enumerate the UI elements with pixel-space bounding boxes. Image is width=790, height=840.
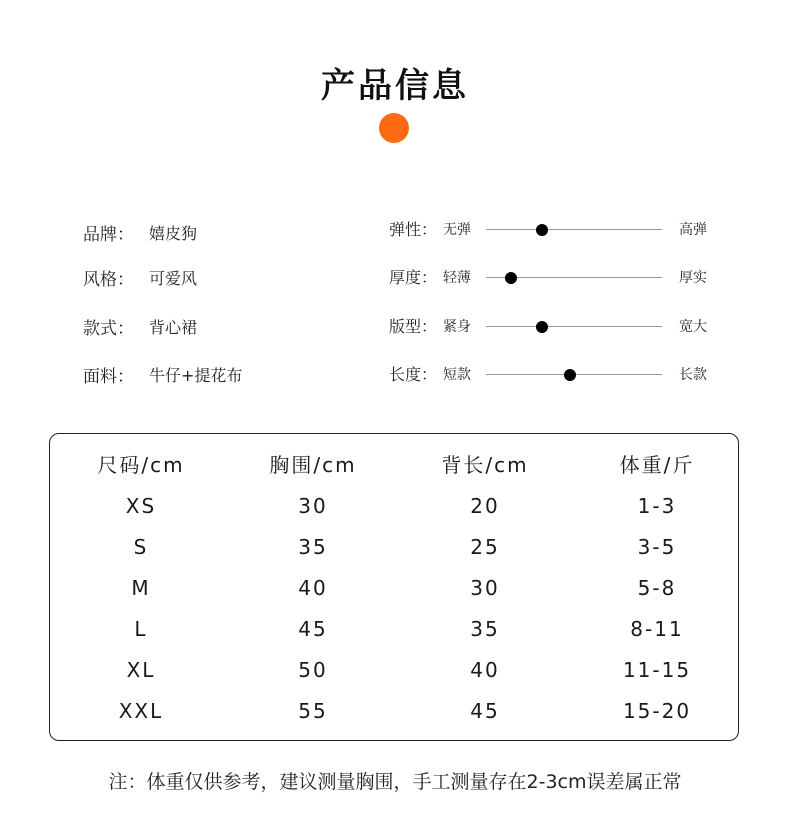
scale-row-thickness — [389, 266, 719, 290]
table-cell: XXL — [118, 699, 164, 723]
table-cell: 50 — [298, 658, 328, 682]
attribute-value: 嬉皮狗 — [149, 223, 198, 243]
table-cell: 45 — [470, 699, 500, 723]
attribute-label: 面料： — [83, 366, 134, 387]
table-cell: 30 — [298, 494, 328, 518]
table-cell: 40 — [298, 576, 328, 600]
page-title: 产品信息 — [321, 66, 469, 106]
size-table — [49, 433, 739, 741]
table-cell: XS — [125, 494, 157, 518]
scale-label: 弹性： — [389, 220, 438, 239]
table-cell: 30 — [470, 576, 500, 600]
table-cell: 40 — [470, 658, 500, 682]
attribute-label: 款式： — [83, 318, 134, 339]
scale-row-elasticity — [389, 218, 719, 242]
table-cell: 45 — [298, 617, 328, 641]
table-cell: L — [134, 617, 148, 641]
scale-knob — [505, 272, 517, 284]
table-cell: 35 — [470, 617, 500, 641]
table-row — [50, 614, 740, 644]
table-header-cell: 胸围/cm — [269, 453, 357, 477]
table-cell: 15-20 — [622, 699, 692, 723]
table-cell: 8-11 — [630, 617, 684, 641]
attribute-label: 品牌： — [83, 224, 134, 245]
table-cell: 25 — [470, 535, 500, 559]
attribute-value: 牛仔+提花布 — [149, 365, 243, 385]
accent-dot — [379, 113, 409, 143]
scale-track — [486, 326, 662, 327]
table-cell: 20 — [470, 494, 500, 518]
table-header-cell: 体重/斤 — [619, 453, 695, 477]
scale-label: 长度： — [389, 365, 438, 384]
measurement-note: 注：体重仅供参考，建议测量胸围，手工测量存在2-3cm误差属正常 — [108, 771, 682, 793]
table-header-cell: 背长/cm — [441, 453, 529, 477]
scale-low-label: 短款 — [443, 367, 471, 383]
table-cell: 11-15 — [622, 658, 692, 682]
table-cell: S — [133, 535, 149, 559]
scale-track — [486, 229, 662, 230]
table-cell: 35 — [298, 535, 328, 559]
scale-row-fit — [389, 315, 719, 339]
table-row — [50, 573, 740, 603]
scale-row-length — [389, 363, 719, 387]
attribute-row-fabric — [83, 362, 242, 386]
table-row — [50, 532, 740, 562]
attribute-row-brand — [83, 220, 197, 244]
table-cell: 5-8 — [637, 576, 677, 600]
scale-low-label: 紧身 — [443, 319, 471, 335]
table-cell: 1-3 — [637, 494, 677, 518]
attribute-row-style — [83, 265, 197, 289]
scale-low-label: 无弹 — [443, 222, 471, 238]
table-row — [50, 491, 740, 521]
table-row — [50, 655, 740, 685]
attribute-row-type — [83, 314, 197, 338]
table-header-row — [50, 450, 740, 480]
scale-high-label: 高弹 — [679, 222, 707, 238]
scale-knob — [536, 224, 548, 236]
table-cell: XL — [126, 658, 156, 682]
scale-knob — [536, 321, 548, 333]
scale-high-label: 宽大 — [679, 319, 707, 335]
scale-high-label: 长款 — [679, 367, 707, 383]
scale-label: 版型： — [389, 317, 438, 336]
attribute-value: 背心裙 — [149, 317, 198, 337]
table-cell: 55 — [298, 699, 328, 723]
table-row — [50, 696, 740, 726]
scale-high-label: 厚实 — [679, 270, 707, 286]
scale-label: 厚度： — [389, 268, 438, 287]
table-cell: M — [131, 576, 151, 600]
scale-knob — [564, 369, 576, 381]
scale-low-label: 轻薄 — [443, 270, 471, 286]
attribute-value: 可爱风 — [149, 268, 198, 288]
attribute-label: 风格： — [83, 269, 134, 290]
table-cell: 3-5 — [637, 535, 677, 559]
table-header-cell: 尺码/cm — [97, 453, 185, 477]
